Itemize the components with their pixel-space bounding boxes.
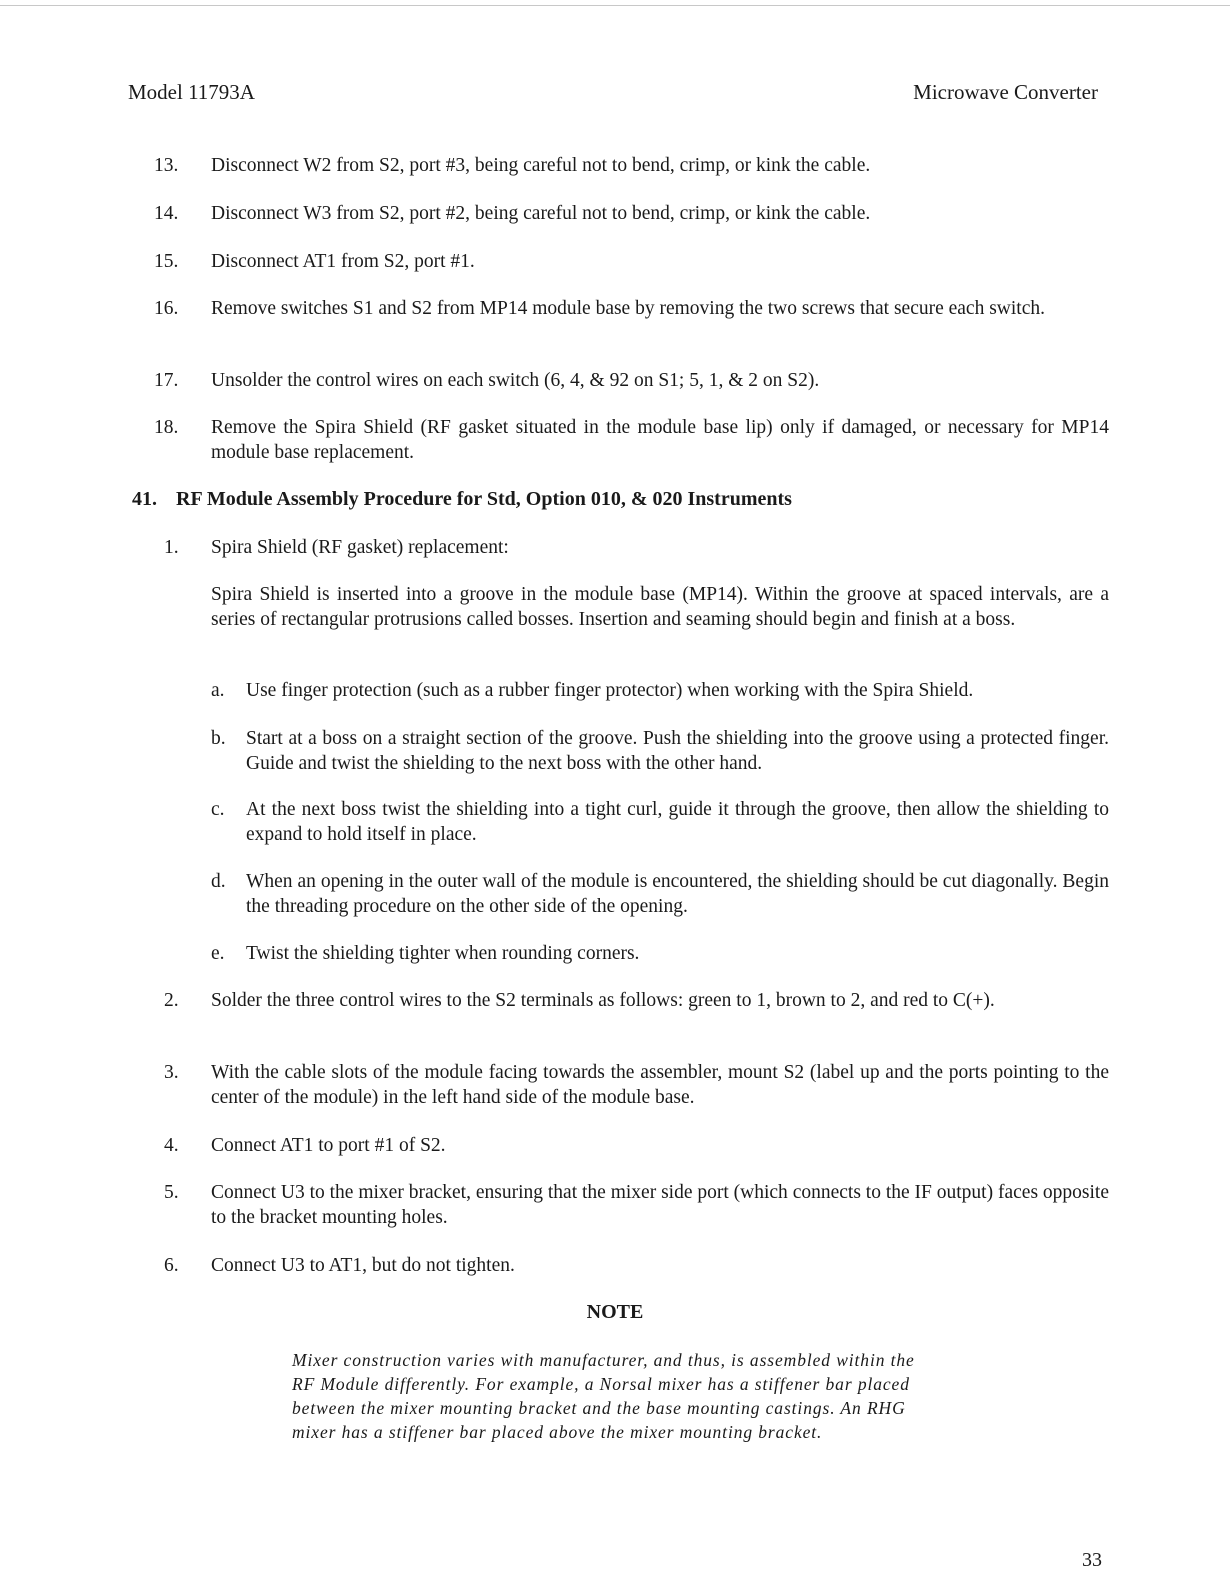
top-rule bbox=[0, 5, 1230, 6]
section-number: 41. bbox=[132, 488, 157, 510]
step-text: Disconnect W2 from S2, port #3, being careful not to bend, crimp, or kink the cable. bbox=[211, 155, 871, 176]
step-text: Connect U3 to the mixer bracket, ensuring that the mixer side port (which connects to the IF output) faces opposite to the bracket mounting holes. bbox=[211, 1182, 1109, 1228]
step-text: Connect AT1 to port #1 of S2. bbox=[211, 1135, 446, 1156]
step-number: 5. bbox=[164, 1182, 179, 1203]
section-heading bbox=[132, 487, 792, 512]
substep-letter: a. bbox=[211, 680, 225, 701]
document-title-header: Microwave Converter bbox=[913, 80, 1098, 104]
step-text: Connect U3 to AT1, but do not tighten. bbox=[211, 1255, 515, 1276]
step-number: 18. bbox=[154, 417, 179, 438]
substep-text: When an opening in the outer wall of the module is encountered, the shielding should be cut diagonally. Begin the threading procedure on the other side of the opening. bbox=[246, 871, 1109, 917]
note-text: Mixer construction varies with manufacturer, and thus, is assembled within the RF Module differently. For example, a Norsal mixer has a stiffener bar placed between the mixer mounting bracket and the base mounting castings. An RHG mixer has a stiffener bar placed above the mixer mounting bracket. bbox=[292, 1350, 915, 1442]
section-title: RF Module Assembly Procedure for Std, Option 010, & 020 Instruments bbox=[176, 488, 792, 510]
step-number: 6. bbox=[164, 1255, 179, 1276]
step-text: Unsolder the control wires on each switch (6, 4, & 92 on S1; 5, 1, & 2 on S2). bbox=[211, 370, 820, 391]
step-text: Remove switches S1 and S2 from MP14 module base by removing the two screws that secure each switch. bbox=[211, 298, 1045, 319]
step-text: Spira Shield (RF gasket) replacement: bbox=[211, 537, 509, 558]
substep-letter: c. bbox=[211, 799, 225, 820]
substep-text: Use finger protection (such as a rubber finger protector) when working with the Spira Shield. bbox=[246, 680, 974, 701]
step-number: 4. bbox=[164, 1135, 179, 1156]
spira-shield-description: Spira Shield is inserted into a groove in the module base (MP14). Within the groove at spaced intervals, are a series of rectangular protrusions called bosses. Insertion and seaming should begin and finish at a boss. bbox=[211, 584, 1109, 630]
model-header: Model 11793A bbox=[128, 80, 255, 104]
step-number: 13. bbox=[154, 155, 179, 176]
step-text: With the cable slots of the module facing towards the assembler, mount S2 (label up and the ports pointing to the center of the module) in the left hand side of the module base. bbox=[211, 1062, 1109, 1108]
step-text: Disconnect W3 from S2, port #2, being careful not to bend, crimp, or kink the cable. bbox=[211, 203, 871, 224]
step-number: 3. bbox=[164, 1062, 179, 1083]
substep-letter: b. bbox=[211, 728, 226, 749]
step-number: 17. bbox=[154, 370, 179, 391]
step-number: 15. bbox=[154, 251, 179, 272]
step-text: Solder the three control wires to the S2 terminals as follows: green to 1, brown to 2, and red to C(+). bbox=[211, 990, 995, 1011]
step-number: 2. bbox=[164, 990, 179, 1011]
substep-letter: d. bbox=[211, 871, 226, 892]
substep-letter: e. bbox=[211, 943, 225, 964]
substep-text: Twist the shielding tighter when rounding corners. bbox=[246, 943, 640, 964]
step-number: 16. bbox=[154, 298, 179, 319]
substep-text: At the next boss twist the shielding into a tight curl, guide it through the groove, then allow the shielding to expand to hold itself in place. bbox=[246, 799, 1109, 845]
page-number: 33 bbox=[1082, 1549, 1102, 1571]
step-number: 1. bbox=[164, 537, 179, 558]
substep-text: Start at a boss on a straight section of the groove. Push the shielding into the groove using a protected finger. Guide and twist the shielding to the next boss with the other hand. bbox=[246, 728, 1109, 774]
note-heading: NOTE bbox=[586, 1301, 644, 1323]
step-text: Remove the Spira Shield (RF gasket situated in the module base lip) only if damaged, or necessary for MP14 module base replacement. bbox=[211, 417, 1109, 463]
step-text: Disconnect AT1 from S2, port #1. bbox=[211, 251, 475, 272]
step-number: 14. bbox=[154, 203, 179, 224]
